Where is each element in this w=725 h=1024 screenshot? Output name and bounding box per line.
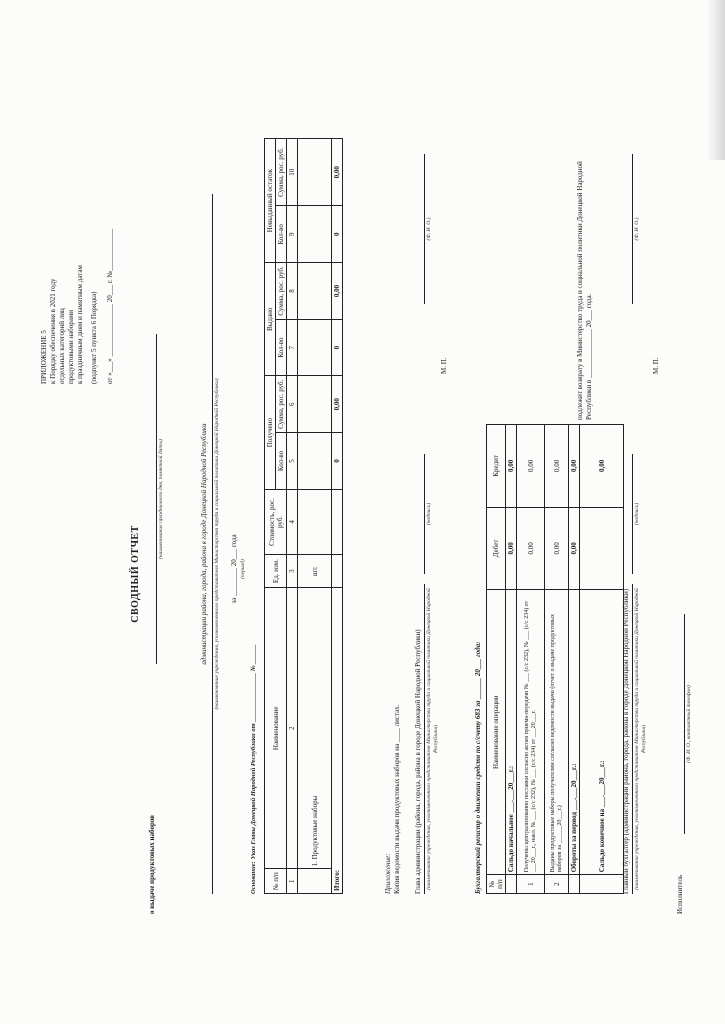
col-header-cost: Стоимость, рос. руб. (265, 489, 287, 554)
head-underline (424, 584, 425, 894)
col-number: 9 (287, 206, 298, 263)
register-row: 2 Выданы продуктовые наборы получателям согласно ведомости выдачи (отчет о выдаче продуктовых наборов за ______20___г.) 0,00 0,00 (545, 425, 569, 894)
col-number: 3 (287, 555, 298, 588)
total-received-sum: 0,00 (332, 376, 343, 433)
accountant-fio-line (632, 154, 633, 304)
appendix-line: к праздничным дням и памятным датам (76, 265, 84, 384)
total-issued-qty: 0 (332, 319, 343, 376)
register-row (580, 425, 624, 894)
head-stamp-mark: М. П. (440, 357, 448, 374)
register-header-debit: Дебет (487, 507, 506, 589)
subtitle-underline (156, 334, 157, 664)
register-op: Выданы продуктовые наборы получателям согласно ведомости выдачи (отчет о выдаче продуктовых наборов за ______20___г.) (545, 590, 569, 875)
col-header-remainder-sum: Сумма, рос. руб. (276, 139, 287, 206)
register-title: Бухгалтерский регистр о движении средств по с/счету 683 за ______ 20___ года: (474, 641, 482, 894)
register-row: 1 Получены централизованно поставки согласно актам приема-передачи № ___ (с/с 232), № ___ (с/с 234) от ___20___г., накл. № ___ (с/с 232), № ___ (с/с 234) от ___20___г. 0,00 0,00 (517, 425, 545, 894)
col-header-remainder-qty: Кол-во (276, 206, 287, 263)
table-row (298, 139, 332, 894)
executor-hint: (Ф. И. О., контактный телефон) (686, 685, 692, 763)
attachment-label: Приложение: (384, 853, 392, 894)
col-header-issued-qty: Кол-во (276, 319, 287, 376)
col-number: 1 (287, 869, 298, 894)
row-name: 1. Продуктовые наборы (298, 588, 332, 869)
head-fio-line (424, 154, 425, 304)
head-fio-hint: (Ф. И. О.) (426, 217, 432, 241)
col-number: 6 (287, 376, 298, 433)
admin-underline (212, 194, 213, 894)
total-issued-sum: 0,00 (332, 263, 343, 320)
appendix-block (40, 44, 115, 384)
register-credit: 0,00 (506, 425, 517, 508)
accountant-stamp-mark: М. П. (652, 357, 660, 374)
register-credit: 0,00 (545, 425, 569, 508)
col-header-received-sum: Сумма, рос. руб. (276, 376, 287, 433)
accountant-title: Главный бухгалтер (администрации района, города, района в городе Донецкой Народной Республики) (622, 588, 630, 894)
register-debit (580, 507, 624, 589)
register-credit: 0,00 (517, 425, 545, 508)
appendix-subclause: (подпункт 5 пункта 6 Порядка) (90, 291, 98, 384)
register-debit: 0,00 (545, 507, 569, 589)
head-sign-line (424, 454, 425, 574)
register-op: Сальдо начальное ___.___20___г.: (506, 590, 517, 875)
total-remainder-sum: 0,00 (332, 139, 343, 206)
register-header-credit: Кредит (487, 425, 506, 508)
issue-table (264, 138, 343, 894)
register-header-num: № п/п (487, 875, 506, 894)
period-line: за ________ 20___ года (230, 534, 238, 604)
col-header-received: Получено (265, 376, 276, 489)
col-number: 7 (287, 319, 298, 376)
col-number: 8 (287, 263, 298, 320)
col-number: 4 (287, 489, 298, 554)
report-subtitle: о выдаче продуктовых наборов (148, 815, 156, 914)
total-row (332, 139, 343, 894)
total-label: Итого: (332, 588, 343, 894)
col-number: 5 (287, 433, 298, 490)
register-row (506, 425, 517, 894)
col-header-issued-sum: Сумма, рос. руб. (276, 263, 287, 320)
register-op: Сальдо конечное на ___.___20___г.: (580, 590, 624, 875)
admin-line: администрации района, города, района в городе Донецкой Народной Республики (200, 423, 208, 665)
accountant-hint: (наименование учреждения, уполномоченного представителя Министерства труда и социальной политики Донецкой Народной Республики) (634, 588, 647, 890)
accountant-fio-hint: (Ф. И. О.) (634, 217, 640, 241)
appendix-number: ПРИЛОЖЕНИЕ 5 (40, 330, 48, 384)
register-debit: 0,00 (569, 507, 580, 589)
executor-underline (684, 614, 685, 834)
head-sign-hint: (подпись) (426, 502, 432, 526)
register-op: Получены централизованно поставки согласно актам приема-передачи № ___ (с/с 232), № ___ (с/с 234) от ___20___г., накл. № ___ (с/с 232), № ___ (с/с 234) от ___20___г. (517, 590, 545, 875)
total-received-qty: 0 (332, 433, 343, 490)
appendix-date-line: от «___» _______________ 20___ г. №____________ (106, 228, 114, 384)
register-debit: 0,00 (506, 507, 517, 589)
accountant-sign-line (632, 454, 633, 574)
register-note: подлежит возврату в Министерство труда и социальной политики Донецкой Народной Республики в ______________ 20___ года. (576, 161, 593, 420)
col-header-received-qty: Кол-во (276, 433, 287, 490)
appendix-line: отдельных категорий лиц (58, 308, 66, 384)
col-header-num: № п/п (265, 869, 287, 894)
period-hint: (период) (240, 559, 246, 579)
appendix-line: продуктовыми наборами (67, 309, 75, 384)
name-hint: (наименование праздничного дня, памятной даты) (158, 439, 164, 559)
report-title: СВОДНЫЙ ОТЧЕТ (130, 525, 141, 623)
basis-line: Основание: Указ Главы Донецкой Народной Республики от _______________ № ______ (250, 644, 257, 894)
head-title: Глава администрации (района, города, района в городе Донецкой Народной Республики) (414, 629, 422, 894)
col-header-remainder: Невыданный остаток (265, 139, 276, 263)
register-debit: 0,00 (517, 507, 545, 589)
register-header-op: Наименование операции (487, 590, 506, 875)
total-remainder-qty: 0 (332, 206, 343, 263)
column-number-row (287, 139, 298, 894)
col-number: 2 (287, 588, 298, 869)
executor-label: Исполнитель (676, 874, 684, 914)
row-unit: шт. (298, 555, 332, 588)
attachment-text: Копия ведомости выдачи продуктовых наборов на ____ листах. (393, 704, 401, 894)
col-header-name: Наименование (265, 588, 287, 869)
col-header-unit: Ед. изм. (265, 555, 287, 588)
register-credit: 0,00 (569, 425, 580, 508)
head-hint: (наименование учреждения, уполномоченного представителя Министерства труда и социальной политики Донецкой Народной Республики) (426, 588, 439, 890)
admin-hint: (наименование учреждения, уполномоченного представителя Министерства труда и социальной политики Донецкой Народной Республики) (214, 378, 220, 710)
register-table (486, 424, 624, 894)
register-row (569, 425, 580, 894)
accountant-sign-hint: (подпись) (634, 502, 640, 526)
register-op: Обороты за период ___.___20___г.: (569, 590, 580, 875)
accountant-underline (632, 584, 633, 894)
register-credit: 0,00 (580, 425, 624, 508)
col-header-issued: Выдано (265, 263, 276, 376)
col-number: 10 (287, 139, 298, 206)
appendix-line: к Порядку обеспечения в 2021 году (49, 278, 57, 384)
